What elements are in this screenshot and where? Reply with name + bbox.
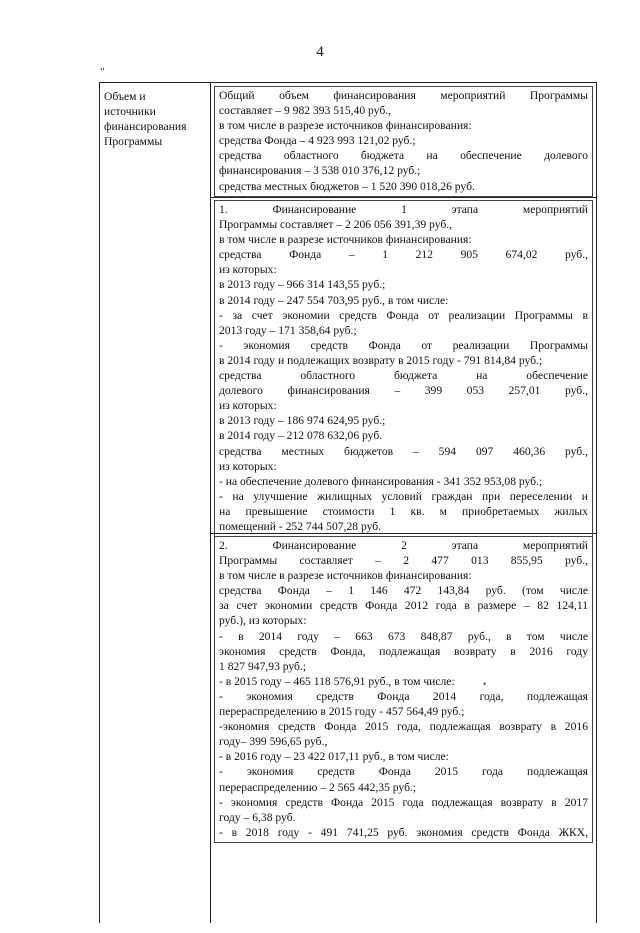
- stage1-financing-text: [214, 200, 593, 537]
- text-line: средства местных бюджетов – 1 520 390 018,26 руб.: [219, 179, 475, 193]
- text-line: в 2014 году – 212 078 632,06 руб.: [219, 429, 383, 443]
- page-number: 4: [316, 44, 324, 60]
- text-line: - экономия средств Фонда 2014 года, подлежащая: [219, 689, 588, 703]
- text-line: 1 827 947,93 руб.;: [219, 659, 307, 673]
- text-line: - на улучшение жилищных условий граждан при переселении и: [219, 489, 588, 503]
- row-header-line: источники: [104, 105, 156, 118]
- text-line: руб.), из которых:: [219, 614, 307, 628]
- row-header-line: финансирования: [104, 120, 187, 133]
- text-line: средства местных бюджетов – 594 097 460,36 руб.,: [219, 444, 588, 458]
- text-line: - за счет экономии средств Фонда от реализации Программы в: [219, 308, 588, 322]
- text-line: экономия средств Фонда, подлежащая возврату в 2016 году: [219, 644, 588, 658]
- text-line: средства Фонда – 4 923 993 121,02 руб.;: [219, 134, 416, 148]
- text-line: в 2014 году и подлежащих возврату в 2015 году - 791 814,84 руб.;: [219, 353, 543, 367]
- text-line: из которых:: [219, 263, 277, 277]
- text-line: из которых:: [219, 399, 277, 413]
- text-line: долевого финансирования – 399 053 257,01 руб.,: [219, 384, 588, 398]
- text-line: - на обеспечение долевого финансирования - 341 352 953,08 руб.;: [219, 474, 543, 488]
- text-line: -экономия средств Фонда 2015 года, подлежащая возврату в 2016: [219, 720, 588, 734]
- text-line: - в 2018 году - 491 741,25 руб. экономия средств Фонда ЖКХ,: [219, 825, 588, 839]
- text-line: на превышение стоимости 1 кв. м приобретаемых жилых: [219, 504, 588, 518]
- text-line: - экономия средств Фонда от реализации Программы: [219, 338, 588, 352]
- text-line: составляет – 9 982 393 515,40 руб.,: [219, 104, 392, 118]
- text-line: средства областного бюджета на обеспечение долевого: [219, 149, 588, 163]
- text-line: помещений - 252 744 507,28 руб.: [219, 519, 382, 533]
- text-line: финансирования – 3 538 010 376,12 руб.;: [219, 164, 421, 178]
- text-line: в 2013 году – 966 314 143,55 руб.;: [219, 278, 386, 292]
- text-line: - экономия средств Фонда 2015 года подлежащая: [219, 765, 588, 779]
- text-line: - в 2015 году – 465 118 576,91 руб., в том числе:: [219, 674, 455, 688]
- text-line: средства Фонда – 1 212 905 674,02 руб.,: [219, 248, 588, 262]
- text-line: 2. Финансирование 2 этапа мероприятий: [219, 539, 588, 552]
- text-line: Общий объем финансирования мероприятий Программы: [219, 89, 588, 102]
- text-line: перераспределению в 2015 году - 457 564,49 руб.;: [219, 705, 465, 719]
- text-line: - экономия средств Фонда 2015 года подлежащая возврату в 2017: [219, 795, 588, 809]
- text-line: перераспределению – 2 565 442,35 руб.;: [219, 780, 417, 794]
- text-line: Программы составляет – 2 477 013 855,95 руб.,: [219, 554, 588, 568]
- text-line: году– 399 596,65 руб.,: [219, 735, 328, 749]
- text-line: средства Фонда – 1 146 472 143,84 руб. (том числе: [219, 584, 588, 598]
- text-line: в том числе в разрезе источников финансирования:: [219, 233, 472, 247]
- stage2-financing-block: [211, 533, 596, 933]
- text-line: в 2014 году – 247 554 703,95 руб., в том числе:: [219, 293, 449, 307]
- text-line: Программы составляет – 2 206 056 391,39 руб.,: [219, 218, 453, 232]
- quote-mark: ": [100, 66, 105, 78]
- text-line: из которых:: [219, 459, 277, 473]
- text-line: - в 2016 году – 23 422 017,11 руб., в том числе:: [219, 750, 449, 764]
- text-line: за счет экономии средств Фонда 2012 года в размере – 82 124,11: [219, 599, 588, 613]
- text-line: в том числе в разрезе источников финансирования:: [219, 119, 472, 133]
- text-line: году – 6,38 руб.: [219, 810, 296, 824]
- stage2-financing-text: [214, 536, 593, 843]
- text-line: 1. Финансирование 1 этапа мероприятий: [219, 203, 588, 216]
- financing-table: [99, 82, 597, 923]
- text-line: в том числе в разрезе источников финансирования:: [219, 569, 472, 583]
- row-header-cell: [104, 89, 208, 149]
- text-line: - в 2014 году – 663 673 848,87 руб., в том числе: [219, 629, 588, 643]
- total-financing-text: [214, 86, 593, 197]
- row-header-line: Объем и: [104, 90, 146, 103]
- text-line: средства областного бюджета на обеспечение: [219, 369, 588, 383]
- scan-dot: •: [483, 679, 487, 689]
- stage1-financing-block: [211, 197, 596, 534]
- text-line: 2013 году – 171 358,64 руб.;: [219, 323, 357, 337]
- text-line: в 2013 году – 186 974 624,95 руб.;: [219, 414, 386, 428]
- total-financing-block: [211, 83, 596, 198]
- row-header-line: Программы: [104, 135, 163, 148]
